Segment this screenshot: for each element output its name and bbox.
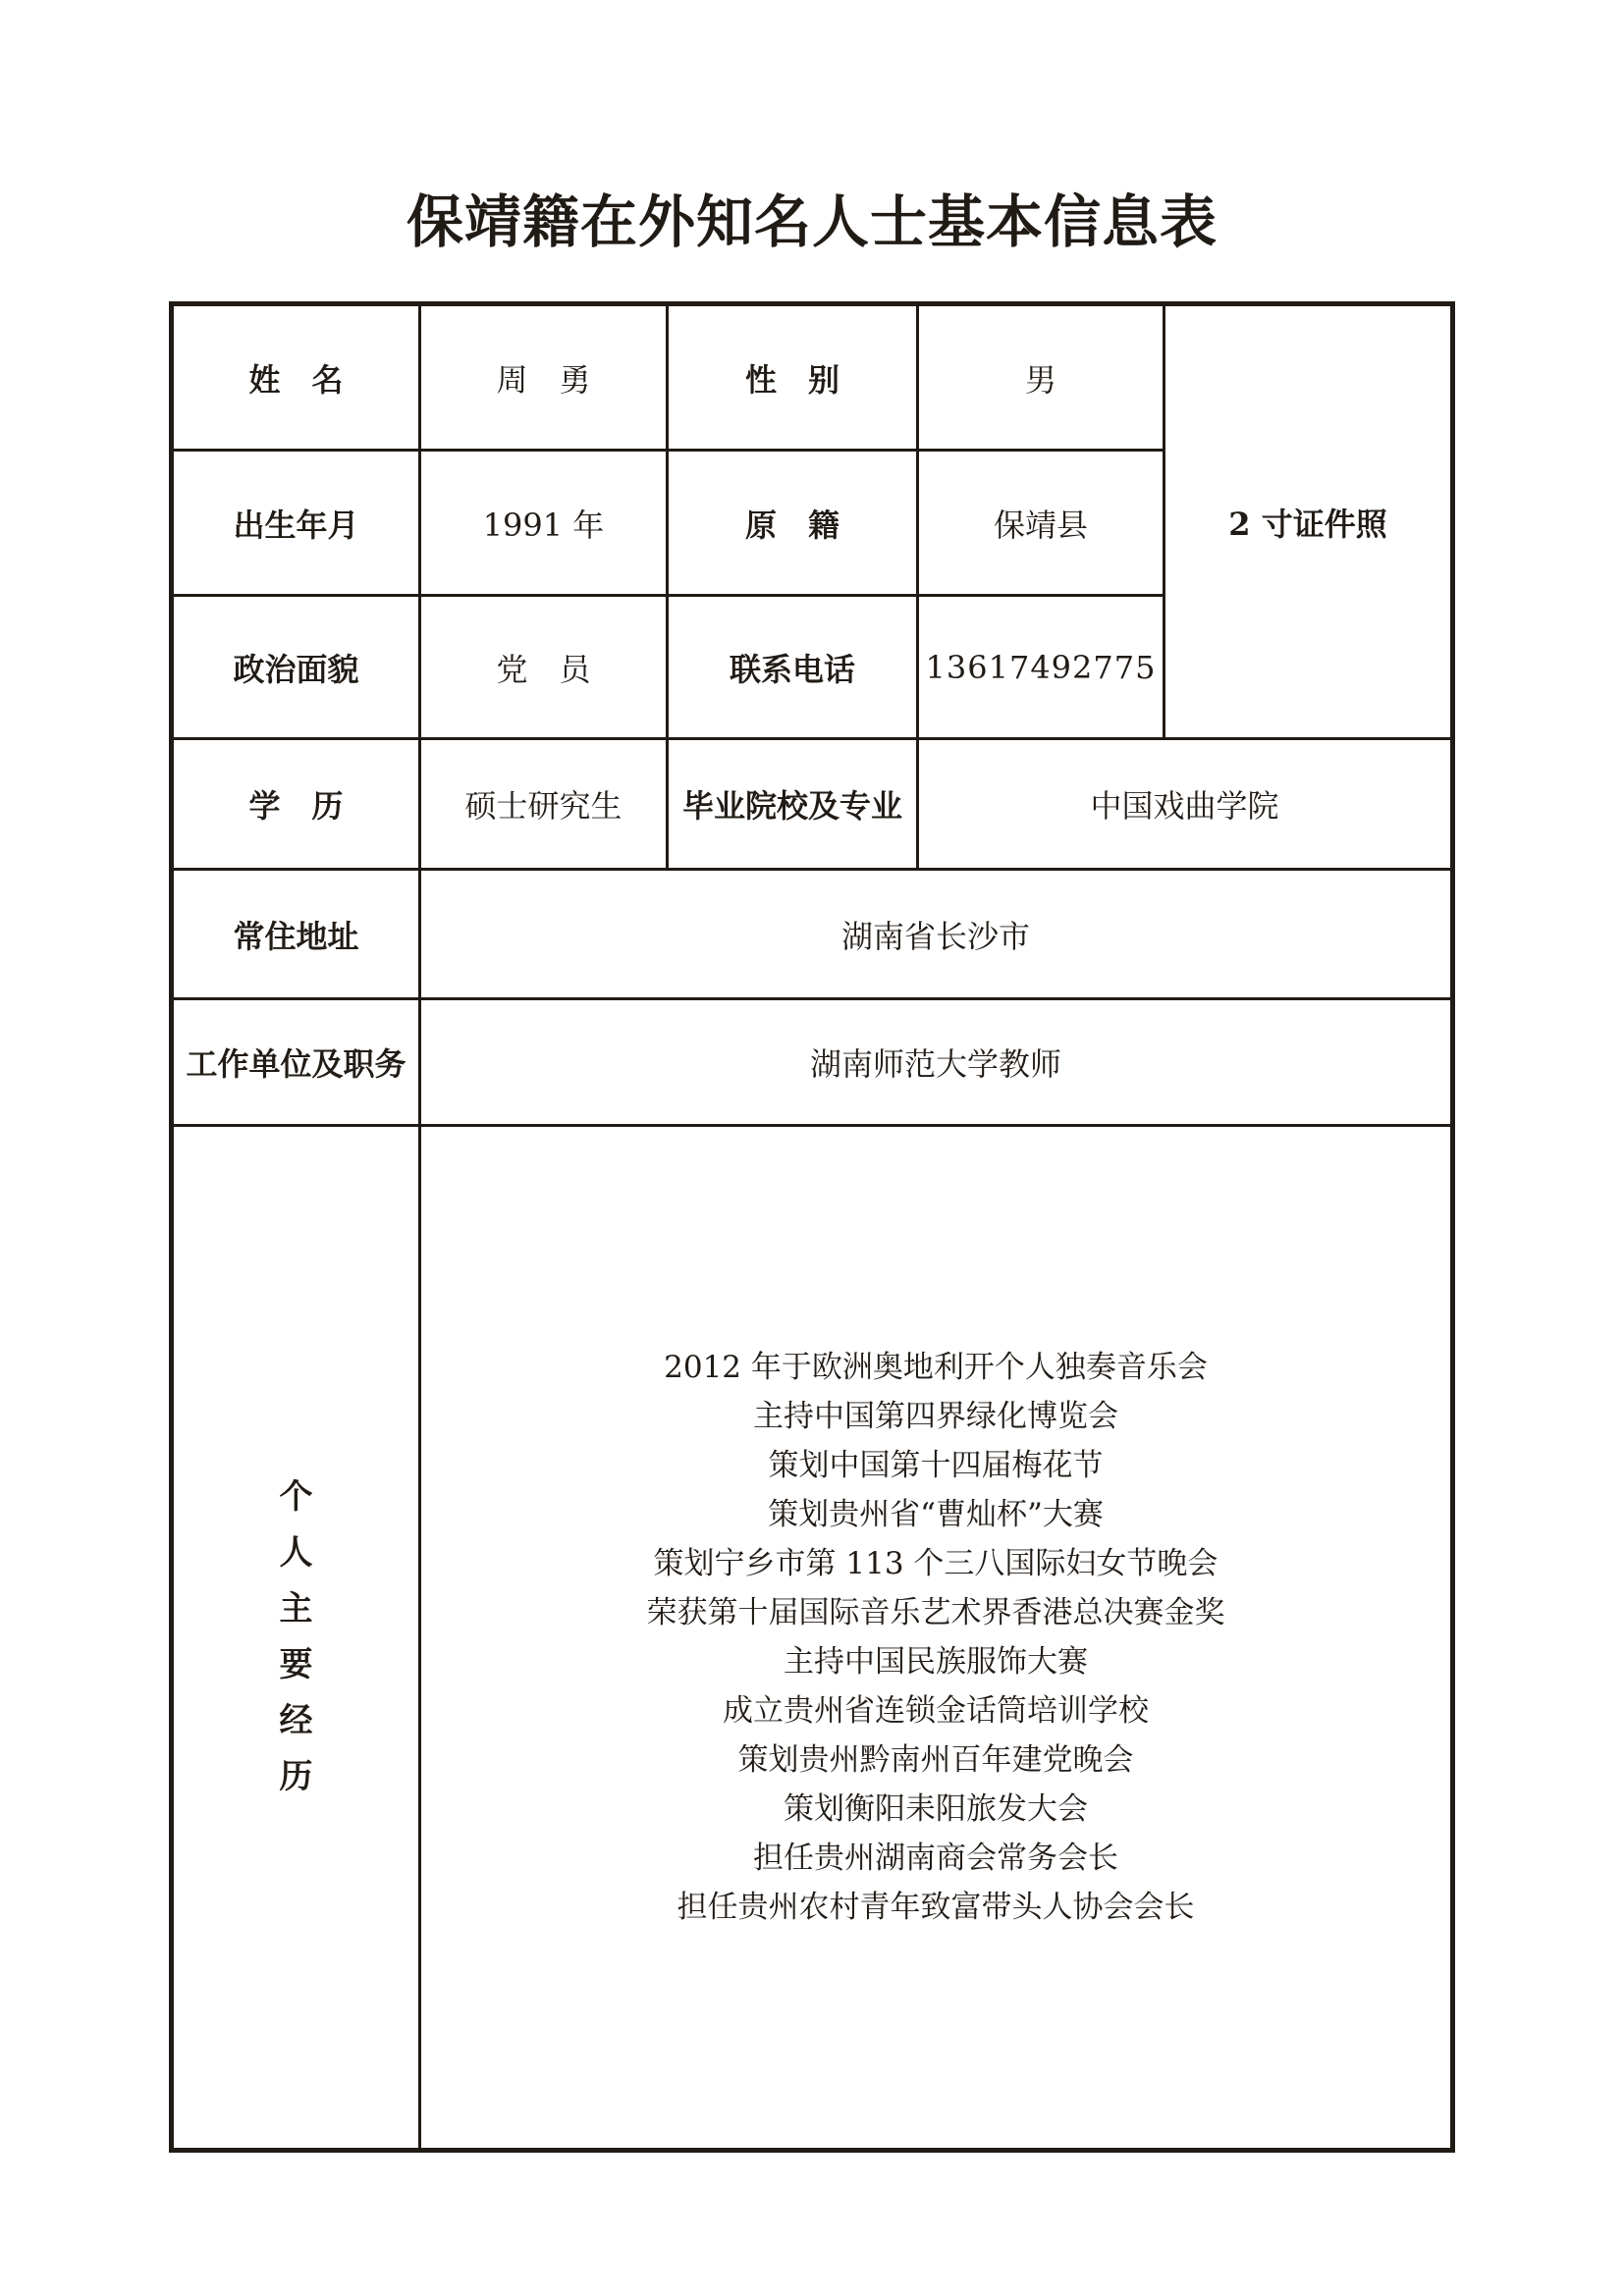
experience-item: 担任贵州农村青年致富带头人协会会长 [677, 1890, 1195, 1925]
gender-value: 男 [918, 304, 1164, 451]
experience-item: 主持中国第四界绿化博览会 [753, 1399, 1118, 1434]
political-status-value: 党 员 [420, 596, 668, 739]
school-major-value: 中国戏曲学院 [918, 739, 1453, 870]
experience-item: 策划衡阳耒阳旅发大会 [784, 1791, 1088, 1827]
experience-item: 策划贵州黔南州百年建党晚会 [737, 1742, 1134, 1778]
work-unit-value: 湖南师范大学教师 [420, 999, 1453, 1126]
education-value: 硕士研究生 [420, 739, 668, 870]
birth-date-value: 1991 年 [420, 451, 668, 596]
table-row [172, 870, 1453, 999]
phone-value: 13617492775 [918, 596, 1164, 739]
political-status-label: 政治面貌 [172, 596, 420, 739]
experience-item: 担任贵州湖南商会常务会长 [753, 1841, 1118, 1876]
address-label: 常住地址 [172, 870, 420, 999]
experience-item: 策划中国第十四届梅花节 [768, 1448, 1104, 1483]
experience-label: 个人主要经历 [279, 1477, 313, 1796]
page-title: 保靖籍在外知名人士基本信息表 [406, 188, 1218, 255]
basic-info-table [169, 301, 1455, 2153]
experience-item: 2012 年于欧洲奥地利开个人独奏音乐会 [664, 1350, 1208, 1385]
gender-label: 性 别 [668, 304, 918, 451]
origin-label: 原 籍 [668, 451, 918, 596]
experience-label-cell [172, 1126, 420, 2151]
address-value: 湖南省长沙市 [420, 870, 1453, 999]
school-major-label: 毕业院校及专业 [668, 739, 918, 870]
experience-item: 成立贵州省连锁金话筒培训学校 [723, 1693, 1149, 1729]
name-label: 姓 名 [172, 304, 420, 451]
name-value: 周 勇 [420, 304, 668, 451]
table-row [172, 304, 1453, 451]
photo-placeholder-cell: 2 寸证件照 [1164, 304, 1453, 739]
table-row [172, 999, 1453, 1126]
experience-content-cell [420, 1126, 1453, 2151]
experience-item: 策划宁乡市第 113 个三八国际妇女节晚会 [653, 1546, 1218, 1581]
experience-item: 主持中国民族服饰大赛 [784, 1644, 1088, 1680]
work-unit-label: 工作单位及职务 [172, 999, 420, 1126]
experience-list [421, 1343, 1450, 1932]
origin-value: 保靖县 [918, 451, 1164, 596]
phone-label: 联系电话 [668, 596, 918, 739]
table-row [172, 1126, 1453, 2151]
table-row [172, 739, 1453, 870]
education-label: 学 历 [172, 739, 420, 870]
experience-item: 荣获第十届国际音乐艺术界香港总决赛金奖 [646, 1595, 1225, 1630]
birth-date-label: 出生年月 [172, 451, 420, 596]
experience-item: 策划贵州省“曹灿杯”大赛 [768, 1497, 1104, 1532]
